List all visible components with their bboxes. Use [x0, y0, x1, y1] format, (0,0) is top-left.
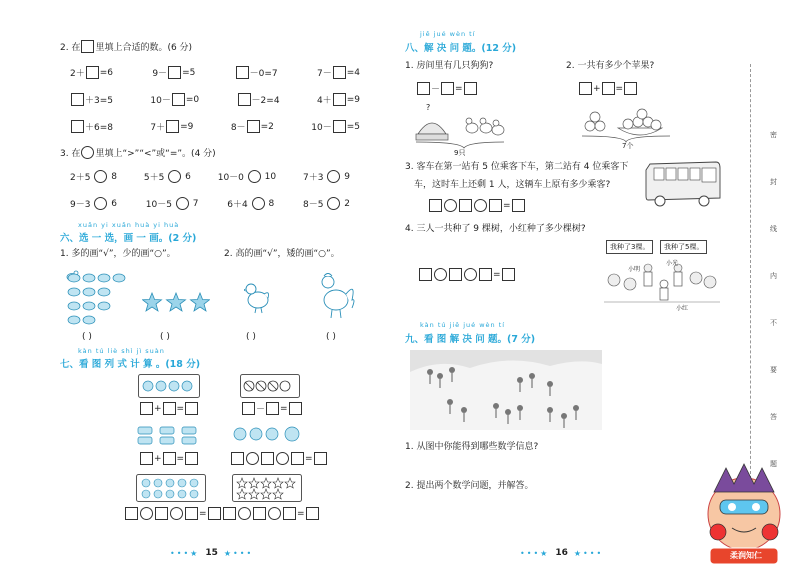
sec6-q1: 1. 多的画“√”，少的画“○”。: [60, 249, 176, 259]
q2-item: 4＋ =9: [316, 94, 360, 106]
answer-box[interactable]: [155, 507, 168, 520]
operator-circle[interactable]: [238, 507, 251, 520]
answer-box[interactable]: [185, 452, 198, 465]
operator-circle[interactable]: [276, 452, 289, 465]
answer-box[interactable]: [163, 402, 176, 415]
equation-c: + =: [139, 452, 199, 465]
answer-box[interactable]: [333, 93, 346, 106]
q3-item: 5＋5 6: [143, 171, 191, 183]
label-7: 7个: [622, 142, 634, 150]
answer-paren[interactable]: ( ): [246, 332, 256, 342]
answer-box[interactable]: [283, 507, 296, 520]
apples-picture: [578, 104, 674, 144]
equation-d: =: [230, 452, 328, 465]
q3-item: 9－3 6: [70, 198, 117, 210]
tree-planting-picture: [604, 254, 720, 310]
answer-box[interactable]: [479, 268, 492, 281]
answer-box[interactable]: [208, 507, 221, 520]
answer-box[interactable]: [291, 452, 304, 465]
compare-circle[interactable]: [248, 170, 261, 183]
q3-item: 8－5 2: [303, 198, 350, 210]
answer-paren[interactable]: ( ): [326, 332, 336, 342]
side-char: 内: [770, 272, 777, 280]
answer-box[interactable]: [86, 66, 99, 79]
name-label: 小光: [666, 260, 679, 267]
balls-picture: [240, 374, 300, 398]
q3-item: 7＋3 9: [303, 171, 350, 183]
operator-circle[interactable]: [246, 452, 259, 465]
q2-title: 2. 在 里填上合适的数。(6 分): [60, 40, 192, 53]
answer-box[interactable]: [81, 40, 94, 53]
sec6-q2: 2. 高的画“√”，矮的画“○”。: [224, 249, 340, 259]
answer-box[interactable]: [247, 120, 260, 133]
sec9-q1: 1. 从图中你能得到哪些数学信息?: [405, 442, 539, 452]
sec9-title: 九、看 图 解 决 问 题。(7 分): [405, 334, 536, 345]
q2-item: 7＋ =9: [150, 121, 194, 133]
answer-box[interactable]: [459, 199, 472, 212]
snowflakes-picture: [136, 474, 206, 502]
equation-apples: + =: [578, 82, 638, 95]
page-number: 15: [205, 548, 218, 558]
equation-b: － =: [241, 402, 303, 415]
speech-bubble: 我种了3棵。: [606, 240, 653, 254]
sec6-pinyin: xuǎn yi xuǎn huà yi huà: [78, 221, 180, 229]
answer-box[interactable]: [624, 82, 637, 95]
speech-bubble: 我种了5棵。: [660, 240, 707, 254]
answer-box[interactable]: [168, 66, 181, 79]
compare-circle[interactable]: [94, 170, 107, 183]
operator-circle[interactable]: [474, 199, 487, 212]
compare-circle[interactable]: [327, 197, 340, 210]
answer-box[interactable]: [238, 93, 251, 106]
answer-box[interactable]: [502, 268, 515, 281]
dogs-picture: [412, 102, 508, 150]
page-dots-icon: ★•••: [573, 548, 604, 558]
operator-circle[interactable]: [464, 268, 477, 281]
answer-box[interactable]: [314, 452, 327, 465]
side-char: 密: [770, 131, 777, 139]
answer-box[interactable]: [185, 507, 198, 520]
answer-box[interactable]: [419, 268, 432, 281]
compare-circle[interactable]: [81, 146, 94, 159]
q3-item: 2＋5 8: [70, 171, 117, 183]
rooster-picture: [318, 268, 356, 320]
side-char: 不: [770, 319, 777, 327]
answer-box[interactable]: [489, 199, 502, 212]
q2-item: 10－ =5: [311, 121, 360, 133]
answer-box[interactable]: [266, 402, 279, 415]
answer-box[interactable]: [429, 199, 442, 212]
answer-box[interactable]: [602, 82, 615, 95]
page-dots-icon: •••★: [170, 548, 200, 558]
answer-box[interactable]: [71, 120, 84, 133]
compare-circle[interactable]: [327, 170, 340, 183]
flowers-picture: [232, 424, 304, 446]
compare-circle[interactable]: [168, 170, 181, 183]
sec8-q4: 4. 三人一共种了 9 棵树，小红种了多少棵树?: [405, 224, 586, 234]
q2-item: －2=4: [237, 93, 280, 106]
logo-text: 柔润知仁: [730, 551, 762, 560]
name-label: 小红: [676, 305, 689, 312]
sec9-pinyin: kàn tú jiě jué wèn tí: [420, 321, 506, 329]
equation-bus: =: [428, 199, 526, 212]
answer-box[interactable]: [140, 452, 153, 465]
page-dots-icon: •••★: [520, 548, 550, 558]
answer-box[interactable]: [417, 82, 430, 95]
q3-item: 6＋4 8: [227, 198, 275, 210]
compare-circle[interactable]: [176, 197, 189, 210]
operator-circle[interactable]: [170, 507, 183, 520]
name-label: 小明: [628, 266, 641, 273]
cars-picture: [136, 424, 206, 446]
q2-item: 9－ =5: [152, 67, 196, 79]
label-9: 9只: [454, 149, 466, 157]
answer-box[interactable]: [464, 82, 477, 95]
q2-item: 7－ =4: [316, 67, 360, 79]
side-char: 要: [770, 366, 777, 374]
sec8-q3-line1: 3. 客车在第一站有 5 位乘客下车，第二站有 4 位乘客下: [405, 162, 629, 172]
answer-box[interactable]: [172, 93, 185, 106]
answer-box[interactable]: [261, 452, 274, 465]
answer-box[interactable]: [253, 507, 266, 520]
page-number-left: [170, 548, 253, 558]
answer-paren[interactable]: ( ): [160, 332, 170, 342]
sec8-title: 八、解 决 问 题。(12 分): [405, 43, 517, 54]
q2-item: ＋6=8: [70, 120, 113, 133]
q3-item: 10－0 10: [217, 171, 277, 183]
q2-item: ＋3=5: [70, 93, 113, 106]
equation-e: =: [124, 507, 222, 520]
sec8-q3-line2: 车，这时车上还剩 1 人，这辆车上原有多少乘客?: [414, 180, 611, 190]
ducks-picture: [66, 270, 128, 330]
answer-box[interactable]: [166, 120, 179, 133]
seal-line: [750, 64, 751, 484]
svg-text:?: ?: [426, 103, 431, 112]
answer-box[interactable]: [140, 402, 153, 415]
answer-box[interactable]: [333, 66, 346, 79]
answer-box[interactable]: [185, 402, 198, 415]
q2-item: 8－ =2: [230, 121, 274, 133]
operator-circle[interactable]: [444, 199, 457, 212]
page-number-right: [520, 548, 603, 558]
playground-picture: [410, 350, 602, 430]
side-char: 题: [770, 460, 777, 468]
q2-grid: [70, 66, 360, 133]
frogs-picture: [138, 374, 200, 398]
q2-item: 10－ =0: [150, 94, 200, 106]
answer-box[interactable]: [236, 66, 249, 79]
q3-grid: [70, 170, 350, 210]
sec8-pinyin: jiě jué wèn tí: [420, 30, 476, 38]
operator-circle[interactable]: [140, 507, 153, 520]
equation-dogs: － =: [416, 82, 478, 95]
q2-item: －0=7: [235, 66, 278, 79]
answer-box[interactable]: [333, 120, 346, 133]
answer-box[interactable]: [289, 402, 302, 415]
sec7-title: 七、看 图 列 式 计 算 。(18 分): [60, 359, 201, 370]
sec8-q1: 1. 房间里有几只狗狗?: [405, 61, 494, 71]
sec7-pinyin: kàn tú liè shì jì suàn: [78, 347, 165, 355]
answer-box[interactable]: [125, 507, 138, 520]
sec9-q2: 2. 提出两个数学问题，并解答。: [405, 481, 534, 491]
answer-box[interactable]: [441, 82, 454, 95]
sec8-q2: 2. 一共有多少个苹果?: [566, 61, 655, 71]
page-dots-icon: ★•••: [223, 548, 254, 558]
answer-box[interactable]: [71, 93, 84, 106]
page-number: 16: [555, 548, 568, 558]
operator-circle[interactable]: [434, 268, 447, 281]
operator-circle[interactable]: [268, 507, 281, 520]
answer-box[interactable]: [306, 507, 319, 520]
q3-title: 3. 在 里填上“>”“<”或“=”。(4 分): [60, 146, 216, 159]
answer-paren[interactable]: ( ): [82, 332, 92, 342]
bus-picture: [644, 158, 722, 210]
side-char: 答: [770, 413, 777, 421]
small-chick-picture: [244, 280, 272, 314]
compare-circle[interactable]: [94, 197, 107, 210]
stars-group-picture: [232, 474, 302, 502]
q3-item: 10－5 7: [145, 198, 199, 210]
q2-item: 2＋ =6: [70, 67, 114, 79]
stars-picture: [142, 292, 210, 312]
equation-a: + =: [139, 402, 199, 415]
sec6-title: 六、选 一 选，画 一 画。(2 分): [60, 233, 197, 244]
equation-trees: =: [418, 268, 516, 281]
answer-box[interactable]: [231, 452, 244, 465]
answer-box[interactable]: [579, 82, 592, 95]
compare-circle[interactable]: [252, 197, 265, 210]
answer-box[interactable]: [223, 507, 236, 520]
answer-box[interactable]: [512, 199, 525, 212]
answer-box[interactable]: [449, 268, 462, 281]
equation-f: =: [222, 507, 320, 520]
answer-box[interactable]: [242, 402, 255, 415]
side-char: 线: [770, 225, 777, 233]
side-char: 封: [770, 178, 777, 186]
answer-box[interactable]: [163, 452, 176, 465]
